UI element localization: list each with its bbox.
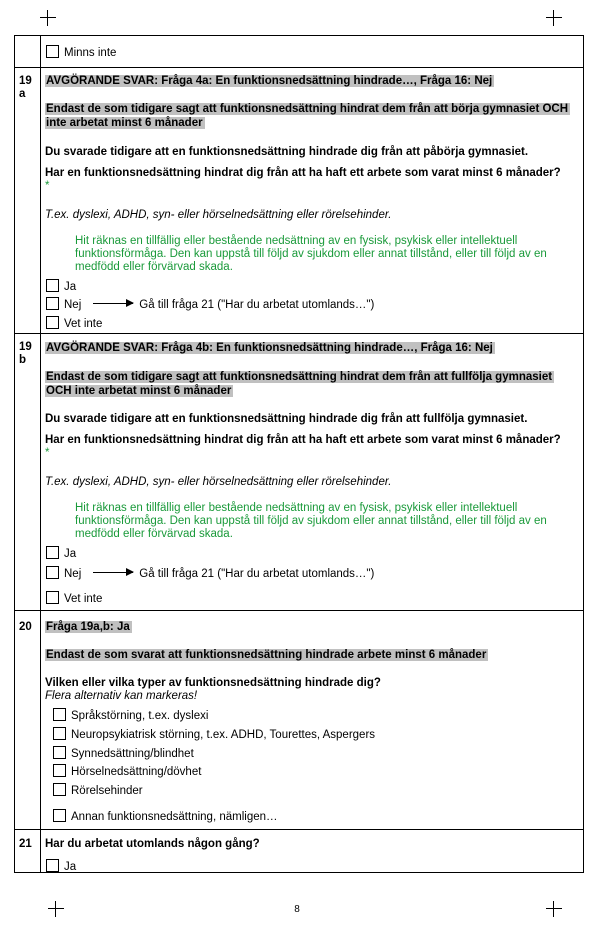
filter-text: Endast de som tidigare sagt att funktionsnedsättning hindrat dem från att börja gymnasiet OCH — [46, 103, 569, 115]
question-number-19a: 19 a — [19, 75, 32, 100]
checkbox[interactable] — [53, 746, 66, 759]
example-text: T.ex. dyslexi, ADHD, syn- eller hörselnedsättning eller rörelsehinder. — [45, 476, 392, 488]
crop-mark-top-left — [40, 10, 56, 26]
filter-text: Endast de som svarat att funktionsnedsättning hindrade arbete minst 6 månader — [46, 649, 487, 661]
routing-header: AVGÖRANDE SVAR: Fråga 4b: En funktionsnedsättning hindrade…, Fråga 16: Nej — [46, 342, 493, 354]
required-asterisk: * — [45, 447, 50, 459]
checkbox-option-nej[interactable]: Nej Gå till fråga 21 ("Har du arbetat utomlands…") — [46, 566, 374, 581]
row-divider — [15, 333, 583, 334]
question-text: Vilken eller vilka typer av funktionsnedsättning hindrade dig? — [45, 677, 381, 689]
checkbox-option[interactable]: Hörselnedsättning/dövhet — [53, 764, 201, 779]
checkbox-option-ja[interactable]: Ja — [46, 546, 76, 561]
intro-text: Du svarade tidigare att en funktionsnedsättning hindrade dig från att påbörja gymnasiet. — [45, 146, 529, 158]
checkbox[interactable] — [53, 708, 66, 721]
checkbox-option-ja[interactable]: Ja — [46, 279, 76, 294]
definition-text: Hit räknas en tillfällig eller bestående nedsättning av en fysisk, psykisk eller intellektuell funktionsförmåga. Den kan uppstå till följd av sjukdom eller annat tillstånd, eller till följd av en medfödd eller förvärvad skada. — [75, 235, 547, 273]
row-divider — [15, 67, 583, 68]
question-text: Har en funktionsnedsättning hindrat dig från att ha haft ett arbete som varat minst 6 månader? — [45, 167, 561, 179]
checkbox[interactable] — [46, 859, 59, 872]
checkbox-option[interactable]: Annan funktionsnedsättning, nämligen… — [53, 809, 278, 824]
filter-text: Endast de som tidigare sagt att funktionsnedsättning hindrat dem från att fullfölja gymnasiet — [46, 371, 553, 383]
question-text: Har en funktionsnedsättning hindrat dig från att ha haft ett arbete som varat minst 6 månader? — [45, 434, 561, 446]
question-number-20: 20 — [19, 621, 32, 633]
question-text: Har du arbetat utomlands någon gång? — [45, 838, 260, 850]
checkbox-option[interactable]: Neuropsykiatrisk störning, t.ex. ADHD, Tourettes, Aspergers — [53, 727, 375, 742]
checkbox-option-nej[interactable]: Nej Gå till fråga 21 ("Har du arbetat utomlands…") — [46, 297, 374, 312]
checkbox-option-vet-inte[interactable]: Vet inte — [46, 591, 102, 606]
checkbox[interactable] — [46, 45, 59, 58]
page-number: 8 — [294, 904, 300, 915]
crop-mark-top-right — [546, 10, 562, 26]
questionnaire-table — [14, 35, 584, 873]
checkbox-option[interactable]: Språkstörning, t.ex. dyslexi — [53, 708, 208, 723]
instruction-text: Flera alternativ kan markeras! — [45, 690, 198, 702]
question-number-19b: 19 b — [19, 341, 32, 366]
checkbox-option[interactable]: Synnedsättning/blindhet — [53, 746, 194, 761]
checkbox[interactable] — [53, 764, 66, 777]
filter-text: OCH inte arbetat minst 6 månader — [46, 385, 232, 397]
question-number-21: 21 — [19, 838, 32, 850]
checkbox[interactable] — [46, 316, 59, 329]
column-divider — [40, 36, 41, 872]
row-divider — [15, 829, 583, 830]
checkbox-option-vet-inte[interactable]: Vet inte — [46, 316, 102, 331]
arrow-right-icon — [93, 303, 133, 304]
checkbox-option-minns-inte[interactable]: Minns inte — [46, 45, 116, 60]
arrow-right-icon — [93, 572, 133, 573]
filter-text: inte arbetat minst 6 månader — [46, 117, 203, 129]
checkbox-option[interactable]: Rörelsehinder — [53, 783, 143, 798]
intro-text: Du svarade tidigare att en funktionsnedsättning hindrade dig från att fullfölja gymnasiet. — [45, 413, 528, 425]
checkbox[interactable] — [46, 566, 59, 579]
checkbox[interactable] — [53, 727, 66, 740]
example-text: T.ex. dyslexi, ADHD, syn- eller hörselnedsättning eller rörelsehinder. — [45, 209, 392, 221]
checkbox[interactable] — [46, 297, 59, 310]
checkbox[interactable] — [53, 809, 66, 822]
checkbox[interactable] — [46, 591, 59, 604]
checkbox[interactable] — [46, 279, 59, 292]
row-divider — [15, 610, 583, 611]
routing-header: AVGÖRANDE SVAR: Fråga 4a: En funktionsnedsättning hindrade…, Fråga 16: Nej — [46, 75, 493, 87]
checkbox[interactable] — [46, 546, 59, 559]
skip-instruction: Gå till fråga 21 ("Har du arbetat utomlands…") — [139, 568, 375, 580]
checkbox-option-ja[interactable]: Ja — [46, 859, 76, 874]
skip-instruction: Gå till fråga 21 ("Har du arbetat utomlands…") — [139, 299, 375, 311]
definition-text: Hit räknas en tillfällig eller bestående nedsättning av en fysisk, psykisk eller intellektuell funktionsförmåga. Den kan uppstå till följd av sjukdom eller annat tillstånd, eller till följd av en medfödd eller förvärvad skada. — [75, 502, 547, 540]
checkbox[interactable] — [53, 783, 66, 796]
routing-header: Fråga 19a,b: Ja — [46, 621, 130, 633]
required-asterisk: * — [45, 180, 50, 192]
